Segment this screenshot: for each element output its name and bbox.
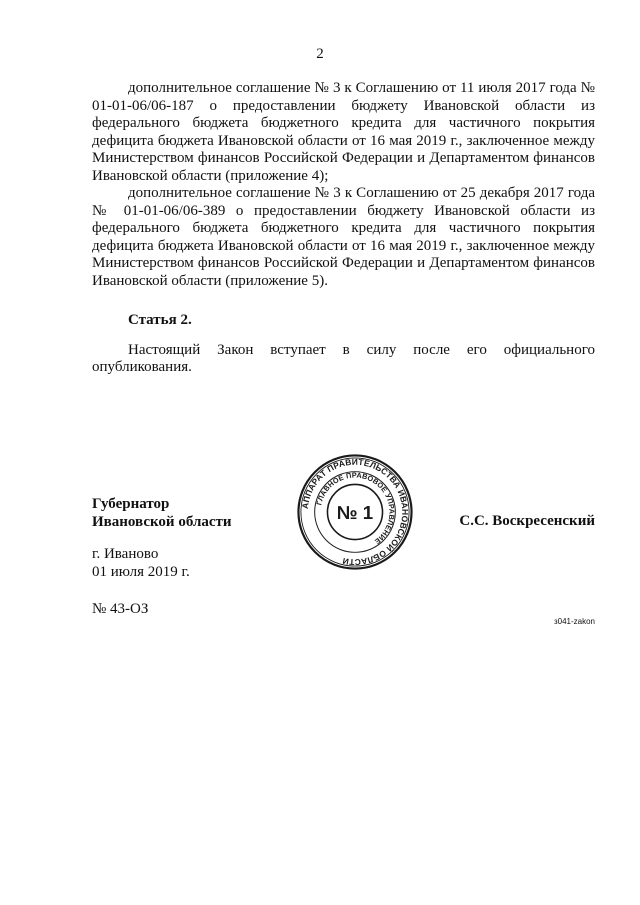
signatory-title: [92, 496, 232, 531]
paragraph-appendix-5: дополнительное соглашение № 3 к Соглашению от 25 декабря 2017 года № 01-01-06/06-389 о предоставлении бюджету Ивановской области из федерального бюджета бюджетного кредита для частичного покрытия дефицита бюджета Ивановской области от 16 мая 2019 г., заключенное между Министерством финансов Российской Федерации и Департаментом финансов Ивановской области (приложение 5).: [92, 185, 595, 289]
paragraph-appendix-4: дополнительное соглашение № 3 к Соглашению от 11 июля 2017 года № 01-01-06/06-187 о предоставлении бюджету Ивановской области из федерального бюджета бюджетного кредита для частичного покрытия дефицита бюджета Ивановской области от 16 мая 2019 г., заключенное между Министерством финансов Российской Федерации и Департаментом финансов Ивановской области (приложение 4);: [92, 80, 595, 184]
page-number: 2: [316, 46, 324, 62]
article-title: Статья 2.: [128, 312, 192, 328]
official-seal-stamp: [296, 453, 414, 571]
law-number: № 43-ОЗ: [92, 601, 149, 617]
document-body: [92, 80, 595, 377]
place: г. Иваново: [92, 546, 159, 562]
signatory-title-line1: Губернатор: [92, 496, 170, 512]
article-text: Настоящий Закон вступает в силу после его официального опубликования.: [92, 341, 595, 375]
stamp-outer-text: АППАРАТ ПРАВИТЕЛЬСТВА ИВАНОВСКОЙ ОБЛАСТИ: [299, 456, 411, 568]
stamp-inner-text: ГЛАВНОЕ ПРАВОВОЕ УПРАВЛЕНИЕ: [314, 470, 397, 547]
date: 01 июля 2019 г.: [92, 563, 190, 580]
document-code: з041-zakon: [553, 617, 595, 626]
signatory-title-line2: Ивановской области: [92, 513, 232, 530]
place-date-block: [92, 546, 190, 581]
signatory-name: С.С. Воскресенский: [459, 513, 595, 529]
stamp-number: № 1: [336, 501, 374, 523]
